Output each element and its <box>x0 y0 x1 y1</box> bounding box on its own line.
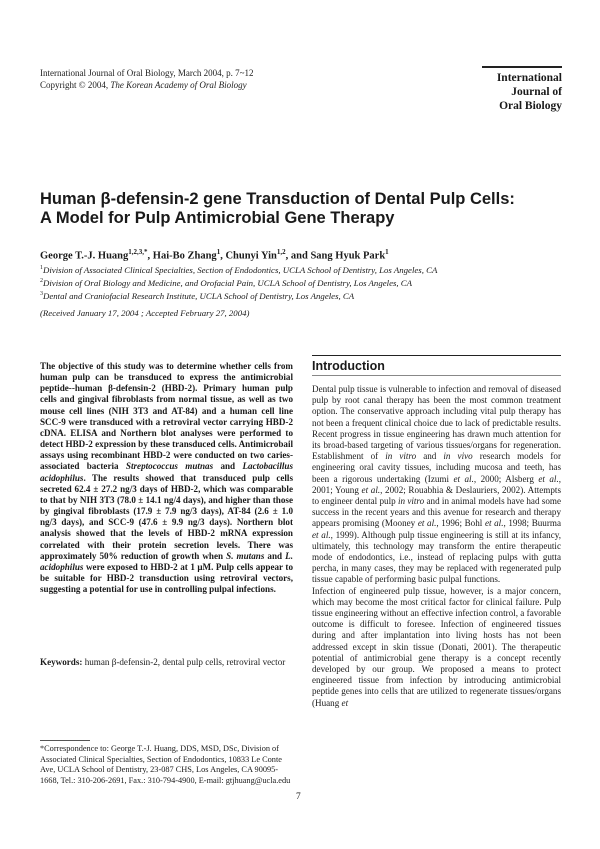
species-name: L. acidophilus <box>40 550 294 572</box>
author-affiliation-marker: 1 <box>385 248 389 256</box>
intro-text: , 2001; Young <box>312 473 562 495</box>
intro-text: Infection of engineered pulp tissue, however, is a major concern, which may become the most critical factor for clinical failure. Pulp tissue engineering without an effective infection control, a favorable outcome is difficult to foresee. Infection of engineered tissues during and after implantation into living hosts has not been addressed except in skin tissue (Donati, 2001). The therapeutic potential of antimicrobial gene therapy is a concept recently developed by our group. We proposed a means to protect engineered tissue from infection by introducing antimicrobial peptide genes into cells that are utilized to regenerate tissues/organs (Huang <box>312 585 561 708</box>
abstract-text: and <box>213 461 243 472</box>
author-separator: , <box>220 250 226 262</box>
affiliation <box>40 276 580 289</box>
abstract-text: The objective of this study was to determine whether cells from human pulp can be transduced to express the antimicrobial peptide--human β-defensin-2 (HBD-2). Primary human pulp cells and gingival fibroblasts from normal tissue, as well as two mouse cell lines (NIH 3T3 and AT-84) and a human cell line SCC-9 were transduced with a retroviral vector carrying HBD-2 cDNA. ELISA and Northern blot analyses were performed to detect HBD-2 expression by these transduced cells. Antimicrobail assays using recombinant HBD-2 were conducted on two caries-associated bacteria <box>40 361 293 472</box>
keywords-text: human β-defensin-2, dental pulp cells, retroviral vector <box>82 657 286 667</box>
intro-text: , 2002; Rouabhia & Deslauriers, 2002). Attempts to engineer dental pulp <box>312 484 561 507</box>
author-affiliation-marker: 1,2,3,* <box>128 248 148 256</box>
intro-paragraph-2 <box>312 586 561 709</box>
intro-italic: et al. <box>361 484 381 495</box>
section-heading-rule <box>312 375 561 376</box>
affiliation-text: Division of Associated Clinical Specialties, Section of Endodontics, UCLA School of Dentistry, Los Angeles, CA <box>43 264 438 275</box>
affiliation <box>40 263 580 276</box>
section-top-rule <box>312 355 561 356</box>
intro-text: research models for engineering oral cavity tissues, including mucosa and teeth, has been a rigorous undertaking (Izumi <box>312 451 561 484</box>
introduction-heading: Introduction <box>312 359 385 373</box>
journal-citation: International Journal of Oral Biology, March 2004, p. 7~12 <box>40 68 254 78</box>
author-list <box>40 246 580 263</box>
author-affiliation-marker: 1,2 <box>276 248 286 256</box>
intro-italic: et al. <box>453 473 474 484</box>
intro-italic: et al. <box>484 518 504 529</box>
intro-text: Dental pulp tissue is vulnerable to infection and removal of diseased pulp by root canal therapy has been the most common treatment option. The conservative approach including vital pulp therapy has not been a frequent clinical choice due to lack of predictable results. Recent progress in tissue engineering has drawn much attention for its broad-based targeting of various tissues/organs for regeneration. Establishment of <box>312 384 561 462</box>
author-affiliation-marker: 1 <box>216 248 221 256</box>
journal-citation-header <box>40 67 254 91</box>
correspondence-footnote: *Correspondence to: George T.-J. Huang, DDS, MSD, DSc, Division of Associated Clinical Specialties, Section of Endodontics, 10833 Le Conte Ave, UCLA School of Dentistry, 23-087 CHS, Los Angeles, CA 90095-1668, Tel.: 310-206-2691, Fax.: 310-794-4900, E-mail: gtjhuang@ucla.edu <box>40 744 291 785</box>
species-name: Streptococcus mutnas <box>125 461 214 472</box>
copyright-line <box>40 79 254 91</box>
intro-italic: et al. <box>417 518 437 529</box>
abstract <box>40 361 293 595</box>
intro-text: , 2000; Alsberg <box>473 473 539 484</box>
journal-name-line-3: Oral Biology <box>499 100 562 112</box>
title-line-1: Human β-defensin-2 gene Transduction of Dental Pulp Cells: <box>40 190 515 208</box>
intro-text: and <box>416 451 444 462</box>
article-title <box>40 190 580 228</box>
journal-name-box <box>482 66 562 113</box>
affiliation <box>40 289 580 302</box>
author-name: Sang Hyuk Park <box>310 250 386 262</box>
journal-name-line-2: Journal of <box>511 86 562 98</box>
abstract-text: . The results showed that transduced pulp cells secreted 62.4 ± 27.2 ng/3 days of HBD-2, which was comparable to that by NIH 3T3 (78.0 ± 14.1 ng/4 days), and higher than those by gingival fibroblasts (17.9 ± 7.9 ng/3 days), AT-84 (2.6 ± 1.0 ng/3 days), and SCC-9 (47.6 ± 9.9 ng/3 days). Northern blot analysis showed that the levels of HBD-2 mRNA expression correlated with their protein secretion levels. There was approximately 50% reduction of growth when <box>40 472 293 561</box>
species-name: S. mutans <box>226 550 265 561</box>
intro-italic: et al. <box>538 473 559 484</box>
intro-text: , 1996; Bohl <box>436 518 485 529</box>
species-name: Lactobacillus acidophilus <box>40 461 293 483</box>
intro-italic: et al. <box>312 529 331 540</box>
author-name: Hai-Bo Zhang <box>152 250 217 262</box>
author-name: George T.-J. Huang <box>40 250 129 262</box>
abstract-text: were exposed to HBD-2 at 1 μM. Pulp cells appear to be suitable for HBD-2 transduction using retroviral vectors, suggesting a potential for use in controlling pulpal infections. <box>40 561 293 595</box>
page-number: 7 <box>296 792 301 802</box>
intro-italic: in vitro <box>397 496 425 507</box>
affiliation-marker: 3 <box>40 291 43 298</box>
intro-paragraph-1 <box>312 384 561 586</box>
author-separator: , <box>147 250 153 262</box>
intro-text: and in animal models have had some success in the recent years and this avenue for research and therapy appears promising (Mooney <box>312 496 562 529</box>
abstract-text: and <box>264 550 286 561</box>
affiliation-text: Division of Oral Biology and Medicine, and Orofacial Pain, UCLA School of Dentistry, Los Angeles, CA <box>43 278 413 289</box>
introduction-body <box>312 384 561 709</box>
intro-text: , 1998; Buurma <box>503 518 561 529</box>
intro-italic: et <box>341 697 349 708</box>
intro-italic: in vivo <box>443 451 473 462</box>
keywords <box>40 657 293 668</box>
affiliation-marker: 1 <box>40 265 43 271</box>
affiliation-marker: 2 <box>40 278 43 285</box>
affiliation-text: Dental and Craniofacial Research Institute, UCLA School of Dentistry, Los Angeles, CA <box>43 291 355 302</box>
title-line-2: A Model for Pulp Antimicrobial Gene Therapy <box>40 209 395 227</box>
intro-italic: in vitro <box>385 451 417 462</box>
keywords-label: Keywords: <box>40 657 83 667</box>
copyright-prefix: Copyright © 2004, <box>40 80 111 90</box>
author-name: Chunyi Yin <box>225 250 277 262</box>
intro-text: , 1999). Although pulp tissue engineering is still at its infancy, ultimately, this technology may transform the entire therapeutic mode of endodontics, i.e., instead of replacing pulps with gutta percha, in many cases, they may be replaced with regenerated pulp tissue capable of performing basic pulpal functions. <box>312 529 561 585</box>
journal-name-line-1: International <box>496 72 562 84</box>
copyright-holder: The Korean Academy of Oral Biology <box>110 80 247 90</box>
author-separator: , and <box>285 250 311 262</box>
received-dates: (Received January 17, 2004 ; Accepted February 27, 2004) <box>40 308 250 318</box>
footnote-divider <box>40 740 90 741</box>
affiliation-list <box>40 263 580 302</box>
